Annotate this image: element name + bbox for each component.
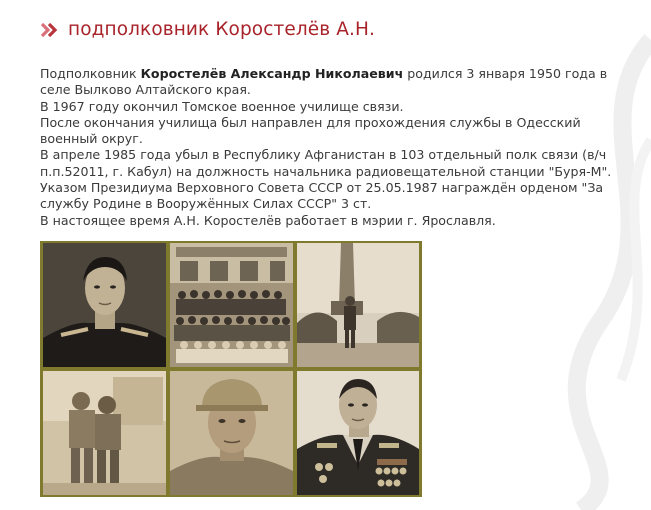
photo-officer-medals[interactable] bbox=[297, 371, 419, 495]
photo-gallery bbox=[40, 241, 422, 497]
double-chevron-icon bbox=[40, 20, 62, 40]
bio-paragraph-education: В 1967 году окончил Томское военное училище связи. bbox=[40, 98, 404, 114]
photo-two-soldiers[interactable] bbox=[43, 371, 166, 495]
page-title: подполковник Коростелёв А.Н. bbox=[68, 19, 375, 40]
photo-memorial[interactable] bbox=[297, 243, 419, 367]
bio-paragraph-birth bbox=[40, 66, 625, 99]
bio-rank: Подполковник bbox=[40, 66, 141, 81]
page-heading bbox=[40, 19, 375, 40]
bio-paragraph-service: После окончания училища был направлен для прохождения службы в Одесский военный округ. bbox=[40, 114, 581, 147]
photo-group[interactable] bbox=[170, 243, 293, 367]
bio-paragraph-award: Указом Президиума Верховного Совета СССР от 25.05.1987 награждён орденом "За службу Родине в Вооружённых Силах СССР" 3 ст. bbox=[40, 180, 604, 212]
bio-full-name: Коростелёв Александр Николаевич bbox=[140, 66, 404, 81]
biography-text bbox=[40, 66, 625, 229]
bio-paragraph-present: В настоящее время А.Н. Коростелёв работает в мэрии г. Ярославля. bbox=[40, 212, 496, 228]
photo-cadet-portrait[interactable] bbox=[43, 243, 166, 367]
photo-man-in-cap[interactable] bbox=[170, 371, 293, 495]
bio-birth-details: родился 3 января 1950 года в селе Вылково Алтайского края. bbox=[40, 66, 608, 98]
bio-paragraph-afghanistan: В апреле 1985 года убыл в Республику Афганистан в 103 отдельный полк связи (в/ч п.п.52011, г. Кабул) на должность начальника радиовещательной станции "Буря-М". bbox=[40, 147, 612, 179]
